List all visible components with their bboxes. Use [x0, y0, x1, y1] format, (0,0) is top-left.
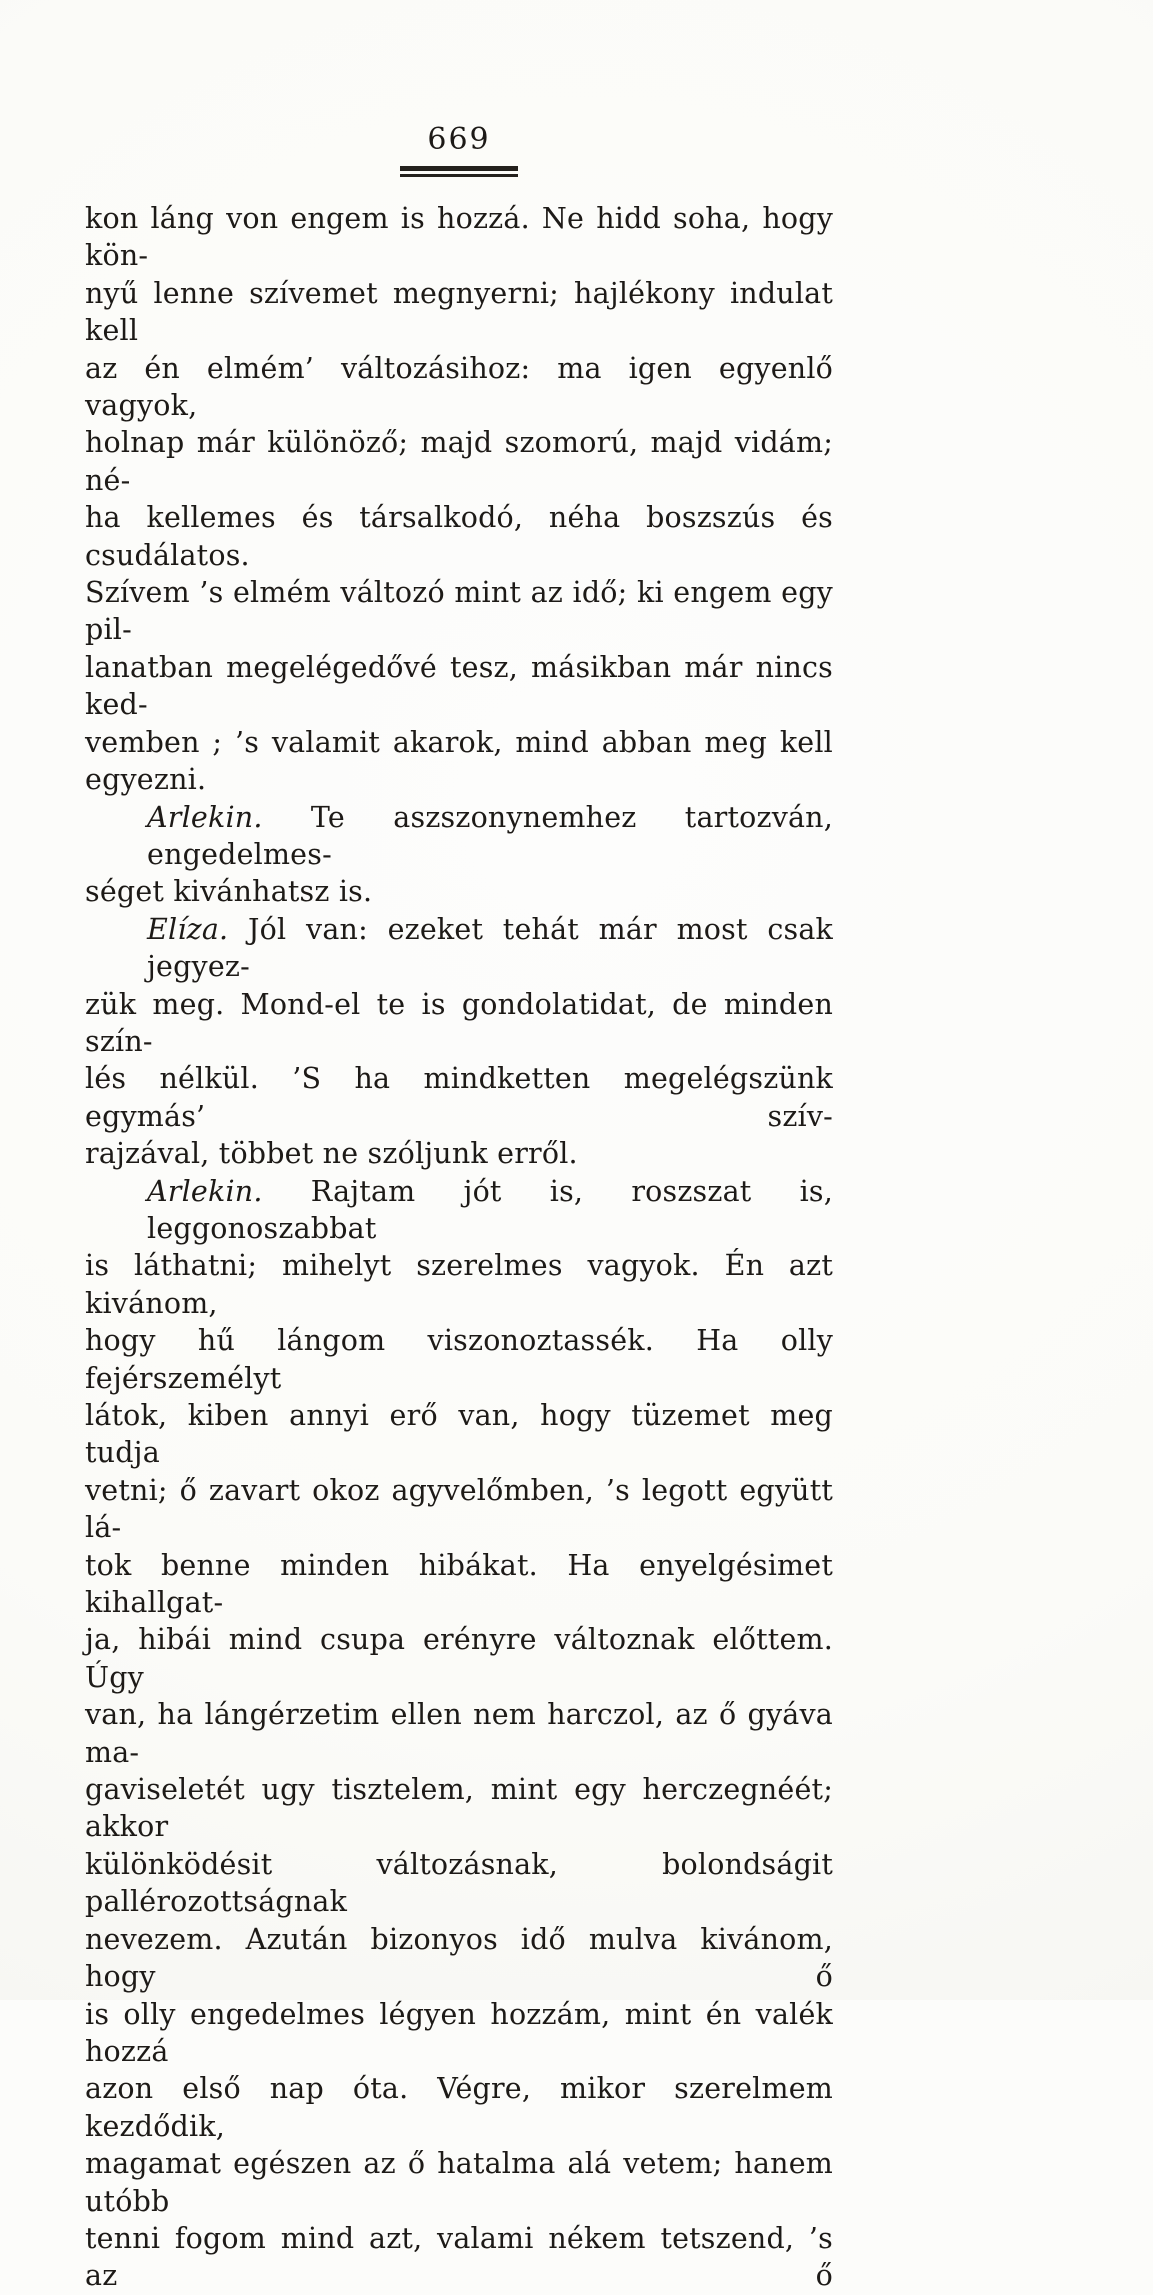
- text-line: [85, 873, 833, 910]
- text-line: [85, 424, 833, 499]
- line-text: azon első nap óta. Végre, mikor szerelmem kezdődik,: [85, 2072, 833, 2143]
- line-text: Jól van: ezeket tehát már most csak jegyez-: [147, 912, 833, 984]
- text-line: [85, 2220, 833, 2295]
- line-text: hogy hű lángom viszonoztassék. Ha olly fejérszemélyt: [85, 1324, 833, 1395]
- text-line: [85, 2070, 833, 2145]
- text-line: [85, 2145, 833, 2220]
- line-text: nyű lenne szívemet megnyerni; hajlékony indulat kell: [85, 276, 833, 348]
- line-text: különködésit változásnak, bolondságit pallérozottságnak: [85, 1847, 833, 1919]
- paragraph: [85, 799, 833, 911]
- text-line: [85, 1397, 833, 1472]
- line-text: holnap már különöző; majd szomorú, majd vidám; né-: [85, 426, 833, 497]
- line-text: rajzával, többet ne szóljunk erről.: [85, 1137, 578, 1171]
- speaker-name: Arlekin.: [147, 1174, 263, 1208]
- line-text: ja, hibái mind csupa erényre változnak előttem. Úgy: [85, 1623, 833, 1694]
- line-text: Te aszszonynemhez tartozván, engedelmes-: [147, 800, 833, 871]
- text-line: [85, 1771, 833, 1846]
- line-text: lanatban megelégedővé tesz, másikban már nincs ked-: [85, 650, 833, 722]
- line-text: vetni; ő zavart okoz agyvelőmben, ’s legott együtt lá-: [85, 1473, 833, 1545]
- line-text: van, ha lángérzetim ellen nem harczol, az ő gyáva ma-: [85, 1698, 833, 1769]
- line-text: vemben ; ’s valamit akarok, mind abban meg kell egyezni.: [85, 725, 833, 797]
- line-text: is láthatni; mihelyt szerelmes vagyok. Én azt kivánom,: [85, 1249, 833, 1320]
- text-line: [85, 1696, 833, 1771]
- line-text: is olly engedelmes légyen hozzám, mint én valék hozzá: [85, 1997, 833, 2068]
- text-line: [85, 1322, 833, 1397]
- text-line: [85, 1173, 833, 1248]
- text-line: [85, 799, 833, 874]
- line-text: nevezem. Azután bizonyos idő mulva kivánom, hogy ő: [85, 1922, 833, 1994]
- page-number-rule: [400, 166, 518, 177]
- speaker-name: Arlekin.: [147, 800, 263, 834]
- line-text: Szívem ’s elmém változó mint az idő; ki engem egy pil-: [85, 576, 833, 647]
- text-line: [85, 499, 833, 574]
- line-text: lés nélkül. ’S ha mindketten megelégszünk egymás’ szív-: [85, 1062, 833, 1133]
- line-text: séget kivánhatsz is.: [85, 875, 373, 909]
- text-line: [85, 986, 833, 1061]
- speaker-name: Elíza.: [147, 912, 229, 946]
- line-text: zük meg. Mond-el te is gondolatidat, de minden szín-: [85, 987, 833, 1058]
- line-text: kon láng von engem is hozzá. Ne hidd soha, hogy kön-: [85, 202, 833, 273]
- line-text: tok benne minden hibákat. Ha enyelgésimet kihallgat-: [85, 1548, 833, 1620]
- text-line: [85, 911, 833, 986]
- text-line: [85, 350, 833, 425]
- line-text: az én elmém’ változásihoz: ma igen egyenlő vagyok,: [85, 351, 833, 423]
- text-line: [85, 1921, 833, 1996]
- line-text: látok, kiben annyi erő van, hogy tüzemet meg tudja: [85, 1399, 833, 1470]
- text-block: [85, 122, 833, 2295]
- paragraph: [85, 911, 833, 1173]
- text-line: [85, 275, 833, 350]
- text-line: [85, 574, 833, 649]
- paragraph: [85, 200, 833, 799]
- body-text: [85, 200, 833, 2295]
- text-line: [85, 1621, 833, 1696]
- text-line: [85, 1547, 833, 1622]
- text-line: [85, 1472, 833, 1547]
- text-line: [85, 1996, 833, 2071]
- text-line: [85, 1247, 833, 1322]
- text-line: [85, 1135, 833, 1172]
- page-number: 669: [427, 122, 491, 157]
- text-line: [85, 1846, 833, 1921]
- line-text: magamat egészen az ő hatalma alá vetem; hanem utóbb: [85, 2147, 833, 2218]
- line-text: gaviseletét ugy tisztelem, mint egy herczegnéét; akkor: [85, 1773, 833, 1844]
- text-line: [85, 200, 833, 275]
- line-text: tenni fogom mind azt, valami nékem tetszend, ’s az ő: [85, 2221, 833, 2293]
- line-text: ha kellemes és társalkodó, néha boszszús és csudálatos.: [85, 501, 833, 572]
- text-line: [85, 724, 833, 799]
- line-text: Rajtam jót is, roszszat is, leggonoszabbat: [147, 1174, 833, 1245]
- paragraph: [85, 1173, 833, 2295]
- text-line: [85, 1060, 833, 1135]
- text-line: [85, 649, 833, 724]
